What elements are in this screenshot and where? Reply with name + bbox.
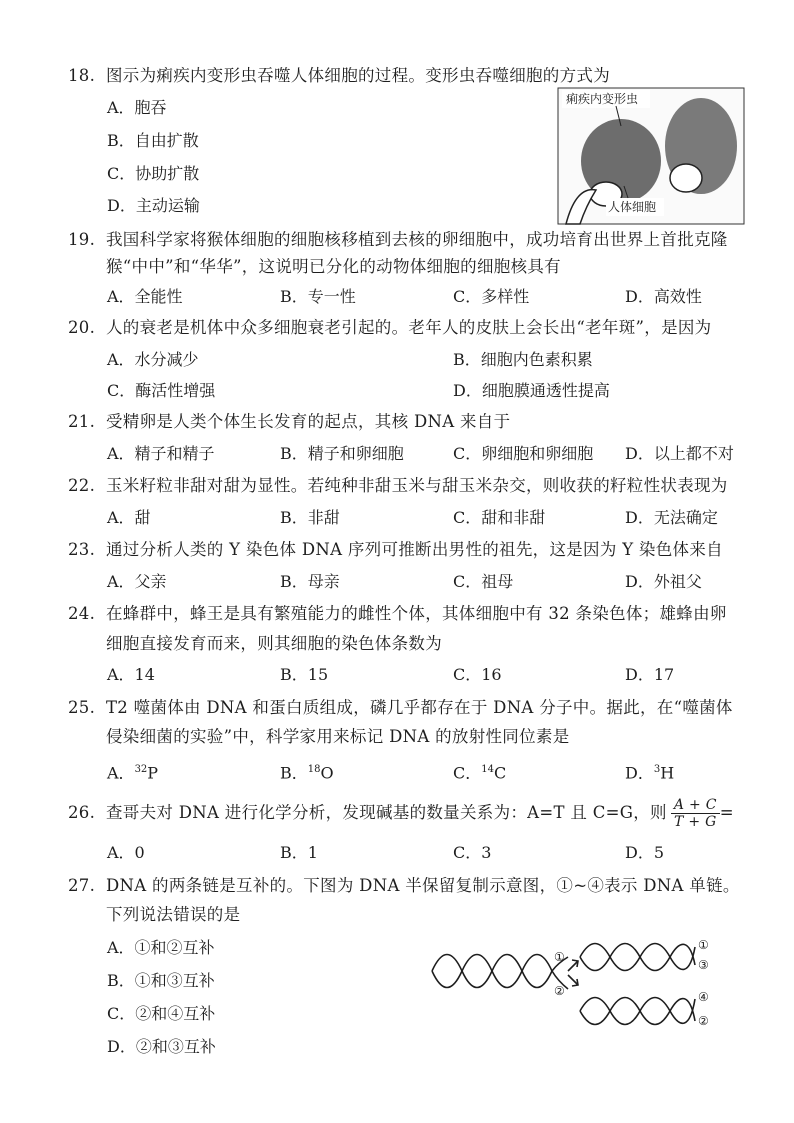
question-number: 27. <box>68 876 96 895</box>
strand-label-lower-2: ② <box>698 1014 709 1028</box>
option-d[interactable]: D．17 <box>625 665 675 684</box>
question-stem: 24. 在蜂群中，蜂王是具有繁殖能力的雌性个体，其体细胞中有 32 条染色体；雄蜂由卵 <box>68 604 727 623</box>
question-stem-line2: 细胞直接发育而来，则其细胞的染色体条数为 <box>106 634 442 653</box>
option-b[interactable]: B．细胞内色素积累 <box>453 350 593 369</box>
option-c[interactable]: C．多样性 <box>453 287 530 306</box>
question-number: 24. <box>68 604 96 623</box>
question-stem: 26. 查哥夫对 DNA 进行化学分析，发现碱基的数量关系为：A=T 且 C=G，则 $\frac{A + C}{T + G}$ = <box>68 797 734 830</box>
option-b[interactable]: B．精子和卵细胞 <box>280 444 404 463</box>
question-stem-line2: 下列说法错误的是 <box>106 905 241 924</box>
option-b[interactable]: B．母亲 <box>280 572 340 591</box>
option-c[interactable]: C．甜和非甜 <box>453 508 546 527</box>
option-d[interactable]: D．高效性 <box>625 287 702 306</box>
question-number: 21. <box>68 412 96 431</box>
question-number: 18. <box>68 66 96 85</box>
question-number: 23. <box>68 540 96 559</box>
option-d[interactable]: D．$^3$H <box>625 763 675 783</box>
figure-label-human-cell: 人体细胞 <box>608 200 657 214</box>
question-number: 20. <box>68 318 96 337</box>
question-stem: 27. DNA 的两条链是互补的。下图为 DNA 半保留复制示意图，①~④表示 DNA 单链。 <box>68 876 740 895</box>
option-c[interactable]: C．协助扩散 <box>107 164 200 183</box>
dna-replication-figure <box>430 935 730 1045</box>
option-b[interactable]: B．专一性 <box>280 287 356 306</box>
option-a[interactable]: A．胞吞 <box>107 98 167 117</box>
option-c[interactable]: C．祖母 <box>453 572 514 591</box>
option-a[interactable]: A．甜 <box>107 508 151 527</box>
option-d[interactable]: D．②和③互补 <box>107 1037 216 1056</box>
strand-label-lower-4: ④ <box>698 990 709 1004</box>
question-stem: 21. 受精卵是人类个体生长发育的起点，其核 DNA 来自于 <box>68 412 511 431</box>
strand-label-upper-1: ① <box>698 938 709 952</box>
question-stem-line2: 猴“中中”和“华华”，这说明已分化的动物体细胞的细胞核具有 <box>106 257 561 276</box>
question-number: 22. <box>68 476 96 495</box>
fraction: $\frac{A + C}{T + G}$ <box>671 797 720 830</box>
option-d[interactable]: D．无法确定 <box>625 508 718 527</box>
question-number: 25. <box>68 698 96 717</box>
strand-label-upper-3: ③ <box>698 958 709 972</box>
option-a[interactable]: A．全能性 <box>107 287 183 306</box>
question-number: 26. <box>68 803 96 822</box>
option-a[interactable]: A．精子和精子 <box>107 444 215 463</box>
dna-strand-parent-2 <box>432 955 552 988</box>
strand-label-2: ② <box>554 984 565 998</box>
option-b[interactable]: B．非甜 <box>280 508 340 527</box>
option-c[interactable]: C．②和④互补 <box>107 1004 216 1023</box>
option-a[interactable]: A．0 <box>107 843 145 862</box>
option-a[interactable]: A．14 <box>107 665 155 684</box>
question-number: 19. <box>68 230 96 249</box>
option-d[interactable]: D．细胞膜通透性提高 <box>453 381 610 400</box>
question-stem-line2: 侵染细菌的实验”中，科学家用来标记 DNA 的放射性同位素是 <box>106 727 570 746</box>
option-d[interactable]: D．5 <box>625 843 665 862</box>
option-b[interactable]: B．自由扩散 <box>107 131 199 150</box>
option-a[interactable]: A．$^{32}$P <box>107 763 159 783</box>
human-cell-right <box>670 164 702 192</box>
option-c[interactable]: C．$^{14}$C <box>453 763 507 783</box>
question-stem: 19. 我国科学家将猴体细胞的细胞核移植到去核的卵细胞中，成功培育出世界上首批克隆 <box>68 230 728 249</box>
option-b[interactable]: B．$^{18}$O <box>280 763 334 783</box>
amoeba-engulfing-figure <box>556 86 746 226</box>
option-d[interactable]: D．外祖父 <box>625 572 702 591</box>
option-c[interactable]: C．卵细胞和卵细胞 <box>453 444 594 463</box>
option-d[interactable]: D．主动运输 <box>107 196 200 215</box>
question-stem: 25. T2 噬菌体由 DNA 和蛋白质组成，磷几乎都存在于 DNA 分子中。据此，在“噬菌体 <box>68 698 733 717</box>
option-b[interactable]: B．①和③互补 <box>107 971 215 990</box>
strand-label-1: ① <box>554 950 565 964</box>
option-b[interactable]: B．15 <box>280 665 329 684</box>
question-stem: 23. 通过分析人类的 Y 染色体 DNA 序列可推断出男性的祖先，这是因为 Y 染色体来自 <box>68 540 723 559</box>
figure-label-amoeba: 痢疾内变形虫 <box>566 92 639 106</box>
option-a[interactable]: A．水分减少 <box>107 350 199 369</box>
option-a[interactable]: A．父亲 <box>107 572 167 591</box>
question-stem: 18. 图示为痢疾内变形虫吞噬人体细胞的过程。变形虫吞噬细胞的方式为 <box>68 66 610 85</box>
option-c[interactable]: C．16 <box>453 665 502 684</box>
option-c[interactable]: C．3 <box>453 843 492 862</box>
question-stem: 20. 人的衰老是机体中众多细胞衰老引起的。老年人的皮肤上会长出“老年斑”，是因为 <box>68 318 712 337</box>
option-a[interactable]: A．①和②互补 <box>107 938 215 957</box>
question-stem: 22. 玉米籽粒非甜对甜为显性。若纯种非甜玉米与甜玉米杂交，则收获的籽粒性状表现为 <box>68 476 728 495</box>
option-b[interactable]: B．1 <box>280 843 318 862</box>
option-d[interactable]: D．以上都不对 <box>625 444 734 463</box>
option-c[interactable]: C．酶活性增强 <box>107 381 216 400</box>
